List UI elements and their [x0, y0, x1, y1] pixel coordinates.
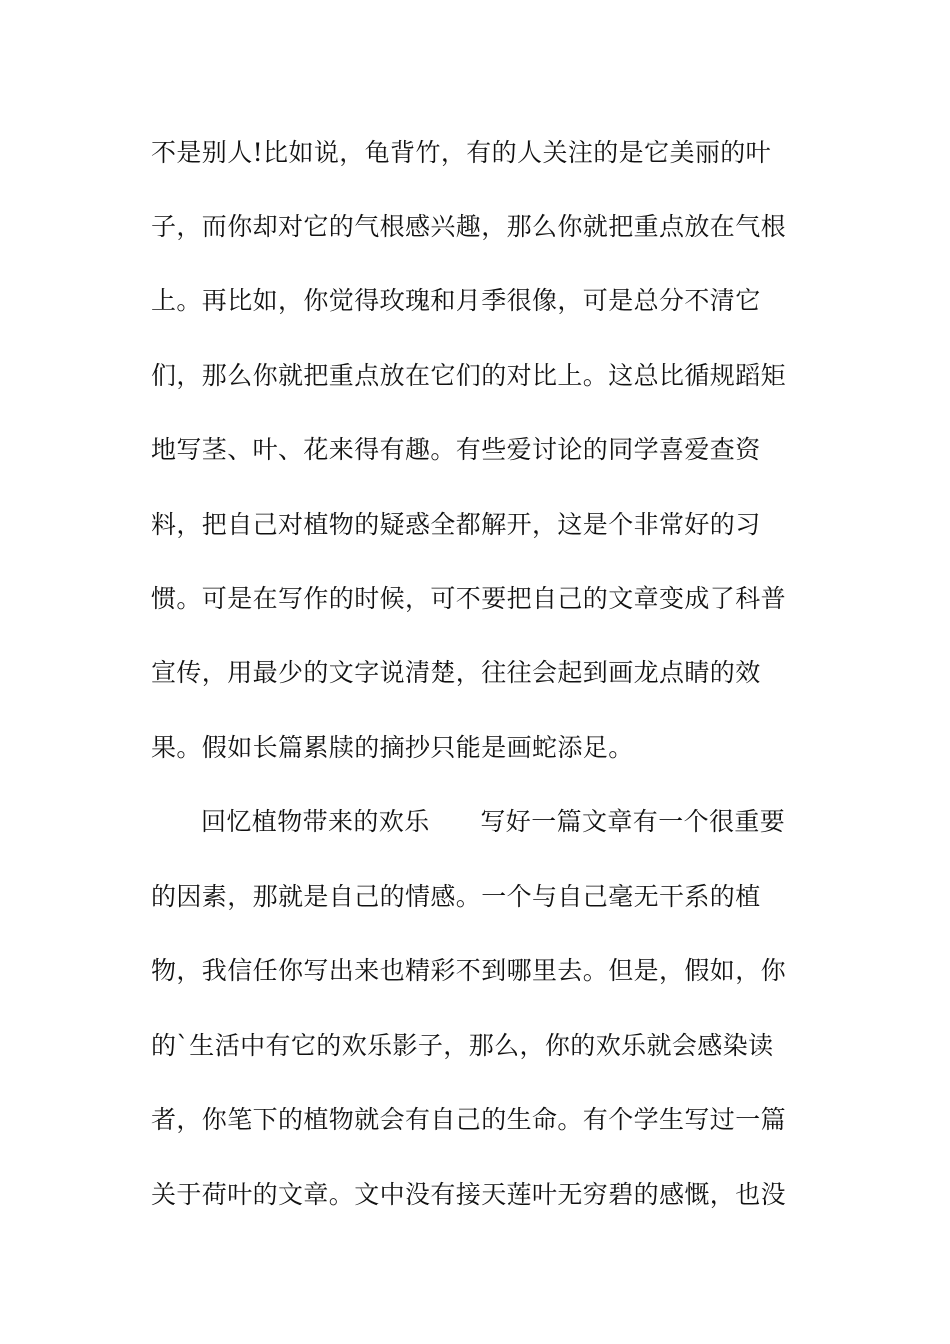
text-line: 料，把自己对植物的疑惑全都解开，这是个非常好的习	[151, 510, 761, 539]
text-line: 果。假如长篇累牍的摘抄只能是画蛇添足。	[151, 733, 634, 762]
text-line: 子，而你却对它的气根感兴趣，那么你就把重点放在气根	[151, 212, 787, 241]
text-line: 宣传，用最少的文字说清楚，往往会起到画龙点睛的效	[151, 658, 761, 687]
text-line: 者，你笔下的植物就会有自己的生命。有个学生写过一篇	[151, 1105, 787, 1134]
text-line: 的因素，那就是自己的情感。一个与自己毫无干系的植	[151, 882, 761, 911]
text-line: 关于荷叶的文章。文中没有接天莲叶无穷碧的感慨，也没	[151, 1180, 787, 1209]
text-line: 上。再比如，你觉得玫瑰和月季很像，可是总分不清它	[151, 286, 761, 315]
text-line: 地写茎、叶、花来得有趣。有些爱讨论的同学喜爱查资	[151, 435, 761, 464]
text-line: 不是别人!比如说，龟背竹，有的人关注的是它美丽的叶	[151, 138, 772, 167]
text-line: 的`生活中有它的欢乐影子，那么，你的欢乐就会感染读	[151, 1031, 774, 1060]
text-line: 惯。可是在写作的时候，可不要把自己的文章变成了科普	[151, 584, 787, 613]
section-heading-line: 回忆植物带来的欢乐 写好一篇文章有一个很重要	[201, 807, 786, 836]
text-line: 们，那么你就把重点放在它们的对比上。这总比循规蹈矩	[151, 361, 787, 390]
text-line: 物，我信任你写出来也精彩不到哪里去。但是，假如，你	[151, 956, 787, 985]
